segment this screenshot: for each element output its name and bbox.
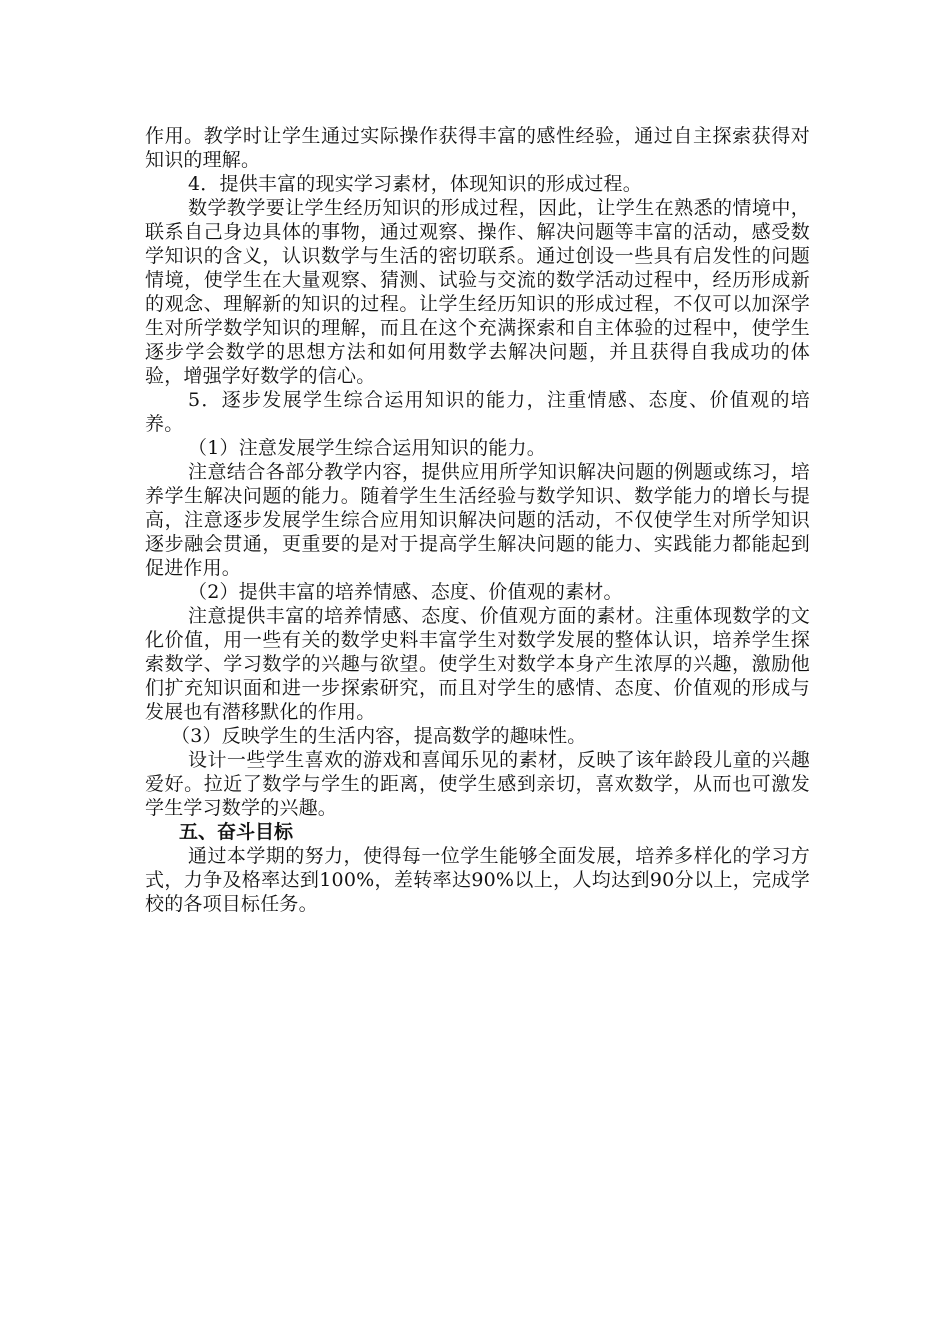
paragraph-interest: 设计一些学生喜欢的游戏和喜闻乐见的素材，反映了该年龄段儿童的兴趣爱好。拉近了数学与学生的距离，使学生感到亲切，喜欢数学，从而也可激发学生学习数学的兴趣。 xyxy=(145,749,810,819)
document-page xyxy=(145,124,810,916)
paragraph-emotion-attitude: 注意提供丰富的培养情感、态度、价值观方面的素材。注重体现数学的文化价值，用一些有关的数学史料丰富学生对数学发展的整体认识，培养学生探索数学、学习数学的兴趣与欲望。使学生对数学本身产生浓厚的兴趣，激励他们扩充知识面和进一步探索研究，而且对学生的感情、态度、价值观的形成与发展也有潜移默化的作用。 xyxy=(145,605,810,723)
section-item-5-title: 5．逐步发展学生综合运用知识的能力，注重情感、态度、价值观的培养。 xyxy=(145,389,810,435)
section-heading-goals: 五、奋斗目标 xyxy=(179,821,294,843)
subsection-1-title: （1）注意发展学生综合运用知识的能力。 xyxy=(188,437,546,459)
paragraph-knowledge-formation: 数学教学要让学生经历知识的形成过程，因此，让学生在熟悉的情境中，联系自己身边具体的事物，通过观察、操作、解决问题等丰富的活动，感受数学知识的含义，认识数学与生活的密切联系。通过创设一些具有启发性的问题情境，使学生在大量观察、猜测、试验与交流的数学活动过程中，经历形成新的观念、理解新的知识的过程。让学生经历知识的形成过程，不仅可以加深学生对所学数学知识的理解，而且在这个充满探索和自主体验的过程中，使学生逐步学会数学的思想方法和如何用数学去解决问题，并且获得自我成功的体验，增强学好数学的信心。 xyxy=(145,197,810,387)
subsection-3-title: （3）反映学生的生活内容，提高数学的趣味性。 xyxy=(171,725,587,747)
paragraph-goals: 通过本学期的努力，使得每一位学生能够全面发展，培养多样化的学习方式，力争及格率达到100%，差转率达90%以上，人均达到90分以上，完成学校的各项目标任务。 xyxy=(145,845,810,915)
paragraph-continuation: 作用。教学时让学生通过实际操作获得丰富的感性经验，通过自主探索获得对知识的理解。 xyxy=(145,125,810,171)
paragraph-comprehensive-ability: 注意结合各部分教学内容，提供应用所学知识解决问题的例题或练习，培养学生解决问题的能力。随着学生生活经验与数学知识、数学能力的增长与提高，注意逐步发展学生综合应用知识解决问题的活动，不仅使学生对所学知识逐步融会贯通，更重要的是对于提高学生解决问题的能力、实践能力都能起到促进作用。 xyxy=(145,461,810,579)
subsection-2-title: （2）提供丰富的培养情感、态度、价值观的素材。 xyxy=(188,581,623,603)
section-item-4-title: 4．提供丰富的现实学习素材，体现知识的形成过程。 xyxy=(188,173,642,195)
